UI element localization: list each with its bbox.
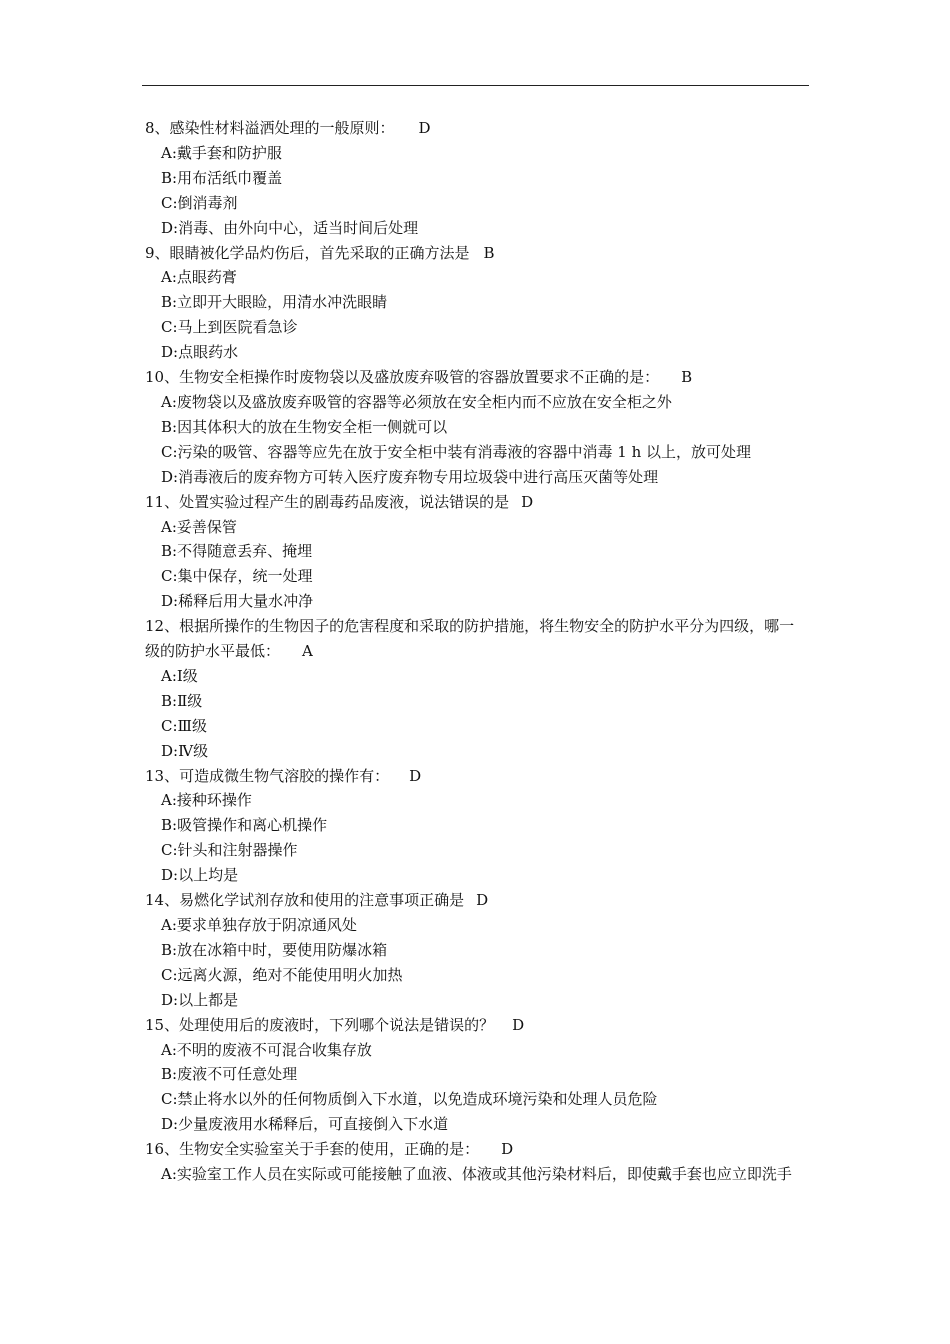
question-stem <box>145 116 809 141</box>
question-text: 10、生物安全柜操作时废物袋以及盛放废弃吸管的容器放置要求不正确的是： <box>145 368 660 387</box>
question-block <box>145 241 809 366</box>
question-block <box>145 116 809 241</box>
answer-option: A:Ⅰ级 <box>161 666 198 685</box>
question-block <box>145 614 809 763</box>
question-block <box>145 1137 809 1187</box>
answer-key: D <box>501 1140 514 1159</box>
answer-option: A:妥善保管 <box>161 517 237 536</box>
answer-option: B:放在冰箱中时，要使用防爆冰箱 <box>161 940 388 959</box>
answer-option: D:消毒液后的废弃物方可转入医疗废弃物专用垃圾袋中进行高压灭菌等处理 <box>161 467 659 486</box>
answer-option: B:废液不可任意处理 <box>161 1065 298 1084</box>
answer-option: A:点眼药膏 <box>161 268 237 287</box>
answer-option: B:不得随意丢弃、掩埋 <box>161 542 313 561</box>
question-text: 15、处理使用后的废液时，下列哪个说法是错误的？ <box>145 1015 495 1034</box>
answer-key: D <box>476 891 489 910</box>
question-block <box>145 764 809 889</box>
question-stem <box>145 764 809 789</box>
answer-key: A <box>302 642 313 661</box>
answer-option: B:立即开大眼睑，用清水冲洗眼睛 <box>161 293 388 312</box>
answer-option: D:稀释后用大量水冲净 <box>161 592 314 611</box>
answer-key: B <box>681 368 693 387</box>
answer-option: A:废物袋以及盛放废弃吸管的容器等必须放在安全柜内而不应放在安全柜之外 <box>161 392 672 411</box>
answer-option: C:集中保存，统一处理 <box>161 567 313 586</box>
answer-option: B:用布活纸巾覆盖 <box>161 168 283 187</box>
question-stem <box>145 490 809 515</box>
answer-option: D:以上都是 <box>161 990 239 1009</box>
answer-option: C:污染的吸管、容器等应先在放于安全柜中装有消毒液的容器中消毒 1 h 以上，放可处理 <box>161 442 752 461</box>
answer-option: D:点眼药水 <box>161 343 239 362</box>
question-stem <box>145 1137 809 1162</box>
answer-key: D <box>521 492 534 511</box>
question-block <box>145 490 809 615</box>
answer-option: C:马上到医院看急诊 <box>161 318 298 337</box>
answer-option: C:远离火源，绝对不能使用明火加热 <box>161 965 403 984</box>
answer-key: D <box>512 1015 525 1034</box>
answer-option: D:Ⅳ级 <box>161 741 209 760</box>
question-block <box>145 888 809 1013</box>
answer-option: B:吸管操作和离心机操作 <box>161 816 328 835</box>
question-stem <box>145 614 809 664</box>
answer-option: A:要求单独存放于阴凉通风处 <box>161 916 357 934</box>
answer-option: C:倒消毒剂 <box>161 193 238 212</box>
answer-option: A:不明的废液不可混合收集存放 <box>161 1040 372 1059</box>
answer-option: D:消毒、由外向中心，适当时间后处理 <box>161 218 419 237</box>
question-stem <box>145 365 809 390</box>
answer-option: A:实验室工作人员在实际或可能接触了血液、体液或其他污染材料后，即使戴手套也应立即洗手 <box>161 1165 792 1184</box>
answer-key: D <box>409 766 422 785</box>
question-text: 8、感染性材料溢洒处理的一般原则： <box>145 119 395 137</box>
question-block <box>145 365 809 490</box>
answer-option: D:以上均是 <box>161 866 239 885</box>
question-text: 9、眼睛被化学品灼伤后，首先采取的正确方法是 <box>145 243 470 262</box>
question-text: 12、根据所操作的生物因子的危害程度和采取的防护措施，将生物安全的防护水平分为四级，哪一级的防护水平最低： <box>145 617 795 661</box>
question-stem <box>145 1013 809 1038</box>
question-list <box>145 116 809 1187</box>
question-text: 11、处置实验过程产生的剧毒药品废液，说法错误的是 <box>145 492 510 511</box>
question-text: 16、生物安全实验室关于手套的使用，正确的是： <box>145 1140 480 1159</box>
question-text: 13、可造成微生物气溶胶的操作有： <box>145 766 390 785</box>
question-stem <box>145 241 809 266</box>
question-text: 14、易燃化学试剂存放和使用的注意事项正确是 <box>145 891 465 910</box>
question-block <box>145 1013 809 1138</box>
answer-key: D <box>418 119 431 137</box>
answer-option: C:Ⅲ级 <box>161 716 207 735</box>
answer-option: B:因其体积大的放在生物安全柜一侧就可以 <box>161 417 448 436</box>
answer-option: C:针头和注射器操作 <box>161 841 298 860</box>
answer-option: C:禁止将水以外的任何物质倒入下水道，以免造成环境污染和处理人员危险 <box>161 1090 658 1109</box>
answer-option: A:接种环操作 <box>161 791 252 810</box>
answer-option: D:少量废液用水稀释后，可直接倒入下水道 <box>161 1115 449 1134</box>
answer-option: A:戴手套和防护服 <box>161 143 282 162</box>
answer-key: B <box>483 243 495 262</box>
answer-option: B:Ⅱ级 <box>161 691 203 710</box>
header-rule <box>142 85 809 86</box>
question-stem <box>145 888 809 913</box>
